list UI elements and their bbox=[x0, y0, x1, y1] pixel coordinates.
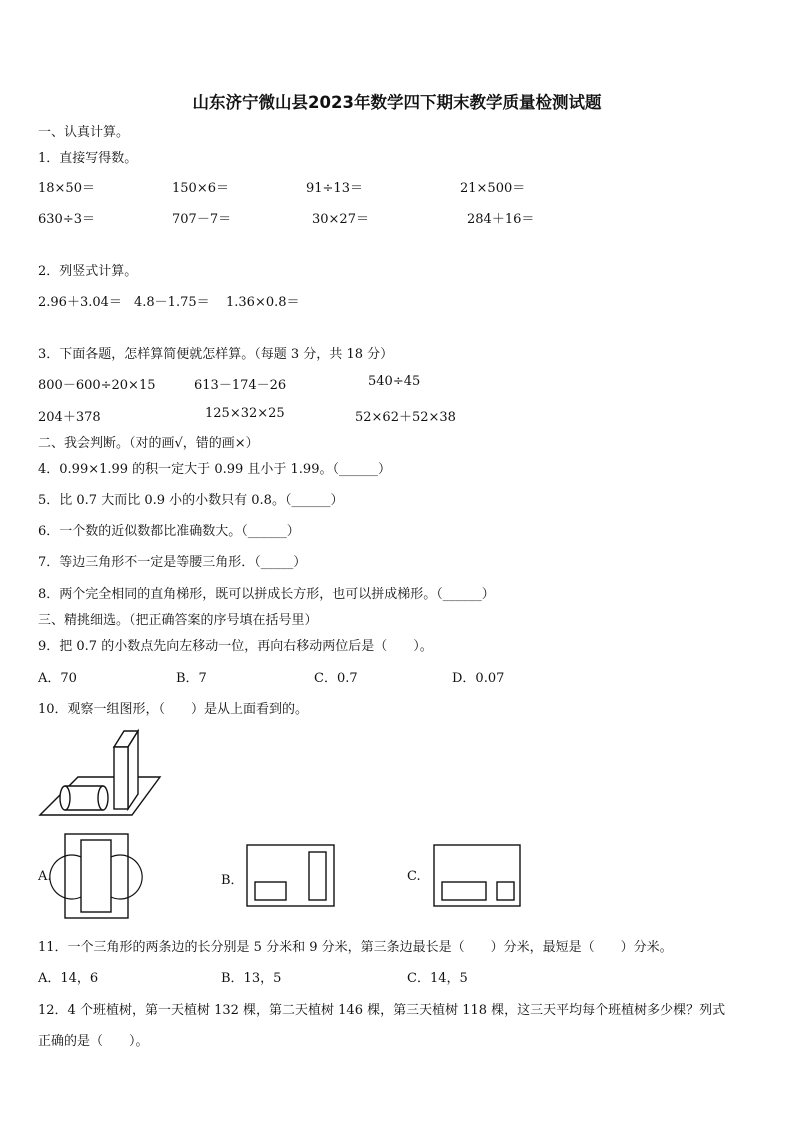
top-view-c bbox=[433, 844, 522, 908]
calc-item: 150×6＝ bbox=[172, 181, 229, 196]
question-3-label: 3．下面各题，怎样算简便就怎样算。（每题 3 分，共 18 分） bbox=[38, 347, 394, 362]
question-12-stem-continued: 正确的是（ ）。 bbox=[38, 1034, 149, 1049]
top-view-b bbox=[246, 844, 336, 908]
calc-item: 613－174－26 bbox=[194, 378, 287, 393]
option-a: A. bbox=[38, 869, 52, 884]
option-a: A．14，6 bbox=[38, 971, 99, 986]
option-b: B．13，5 bbox=[221, 971, 282, 986]
solid-figure-perspective bbox=[40, 725, 165, 820]
judge-item: 6．一个数的近似数都比准确数大。（______） bbox=[38, 524, 300, 539]
calc-item: 1.36×0.8＝ bbox=[226, 295, 300, 310]
calc-item: 125×32×25 bbox=[205, 406, 285, 421]
top-view-a bbox=[64, 833, 130, 919]
question-9-stem: 9．把 0.7 的小数点先向左移动一位，再向右移动两位后是（ ）。 bbox=[38, 639, 433, 654]
option-c: C．14，5 bbox=[407, 971, 468, 986]
section-heading-1: 一、认真计算。 bbox=[38, 125, 130, 140]
option-b: B． bbox=[221, 873, 244, 888]
option-b: B．7 bbox=[176, 671, 207, 686]
question-12-stem: 12．4 个班植树，第一天植树 132 棵，第二天植树 146 棵，第三天植树 118 棵，这三天平均每个班植树多少棵？列式 bbox=[38, 1003, 726, 1018]
judge-item: 8．两个完全相同的直角梯形，既可以拼成长方形，也可以拼成梯形。（______） bbox=[38, 587, 495, 602]
judge-item: 4．0.99×1.99 的积一定大于 0.99 且小于 1.99。（______） bbox=[38, 462, 391, 477]
question-2-label: 2．列竖式计算。 bbox=[38, 264, 138, 279]
calc-item: 630÷3＝ bbox=[38, 212, 95, 227]
calc-item: 284＋16＝ bbox=[467, 212, 535, 227]
section-heading-2: 二、我会判断。（对的画√，错的画×） bbox=[38, 436, 259, 451]
question-10-stem: 10．观察一组图形，（ ）是从上面看到的。 bbox=[38, 702, 309, 717]
calc-item: 21×500＝ bbox=[460, 181, 526, 196]
option-d: D．0.07 bbox=[452, 671, 505, 686]
judge-item: 7．等边三角形不一定是等腰三角形．（_____） bbox=[38, 555, 307, 570]
calc-item: 707－7＝ bbox=[172, 212, 232, 227]
question-11-stem: 11．一个三角形的两条边的长分别是 5 分米和 9 分米，第三条边最长是（ ）分米，最短是（ ）分米。 bbox=[38, 940, 673, 955]
option-c: C. bbox=[407, 869, 421, 884]
calc-item: 800－600÷20×15 bbox=[38, 378, 156, 393]
calc-item: 2.96＋3.04＝ bbox=[38, 295, 122, 310]
calc-item: 18×50＝ bbox=[38, 181, 95, 196]
calc-item: 204＋378 bbox=[38, 410, 101, 425]
calc-item: 52×62＋52×38 bbox=[355, 410, 456, 425]
option-a: A．70 bbox=[38, 671, 77, 686]
section-heading-3: 三、精挑细选。（把正确答案的序号填在括号里） bbox=[38, 613, 318, 628]
page-title: 山东济宁微山县2023年数学四下期末教学质量检测试题 bbox=[192, 93, 602, 112]
calc-item: 4.8－1.75＝ bbox=[134, 295, 210, 310]
calc-item: 30×27＝ bbox=[312, 212, 369, 227]
question-1-label: 1．直接写得数。 bbox=[38, 151, 138, 166]
judge-item: 5．比 0.7 大而比 0.9 小的小数只有 0.8。（______） bbox=[38, 493, 344, 508]
calc-item: 91÷13＝ bbox=[306, 181, 363, 196]
calc-item: 540÷45 bbox=[368, 374, 421, 389]
option-c: C．0.7 bbox=[314, 671, 358, 686]
